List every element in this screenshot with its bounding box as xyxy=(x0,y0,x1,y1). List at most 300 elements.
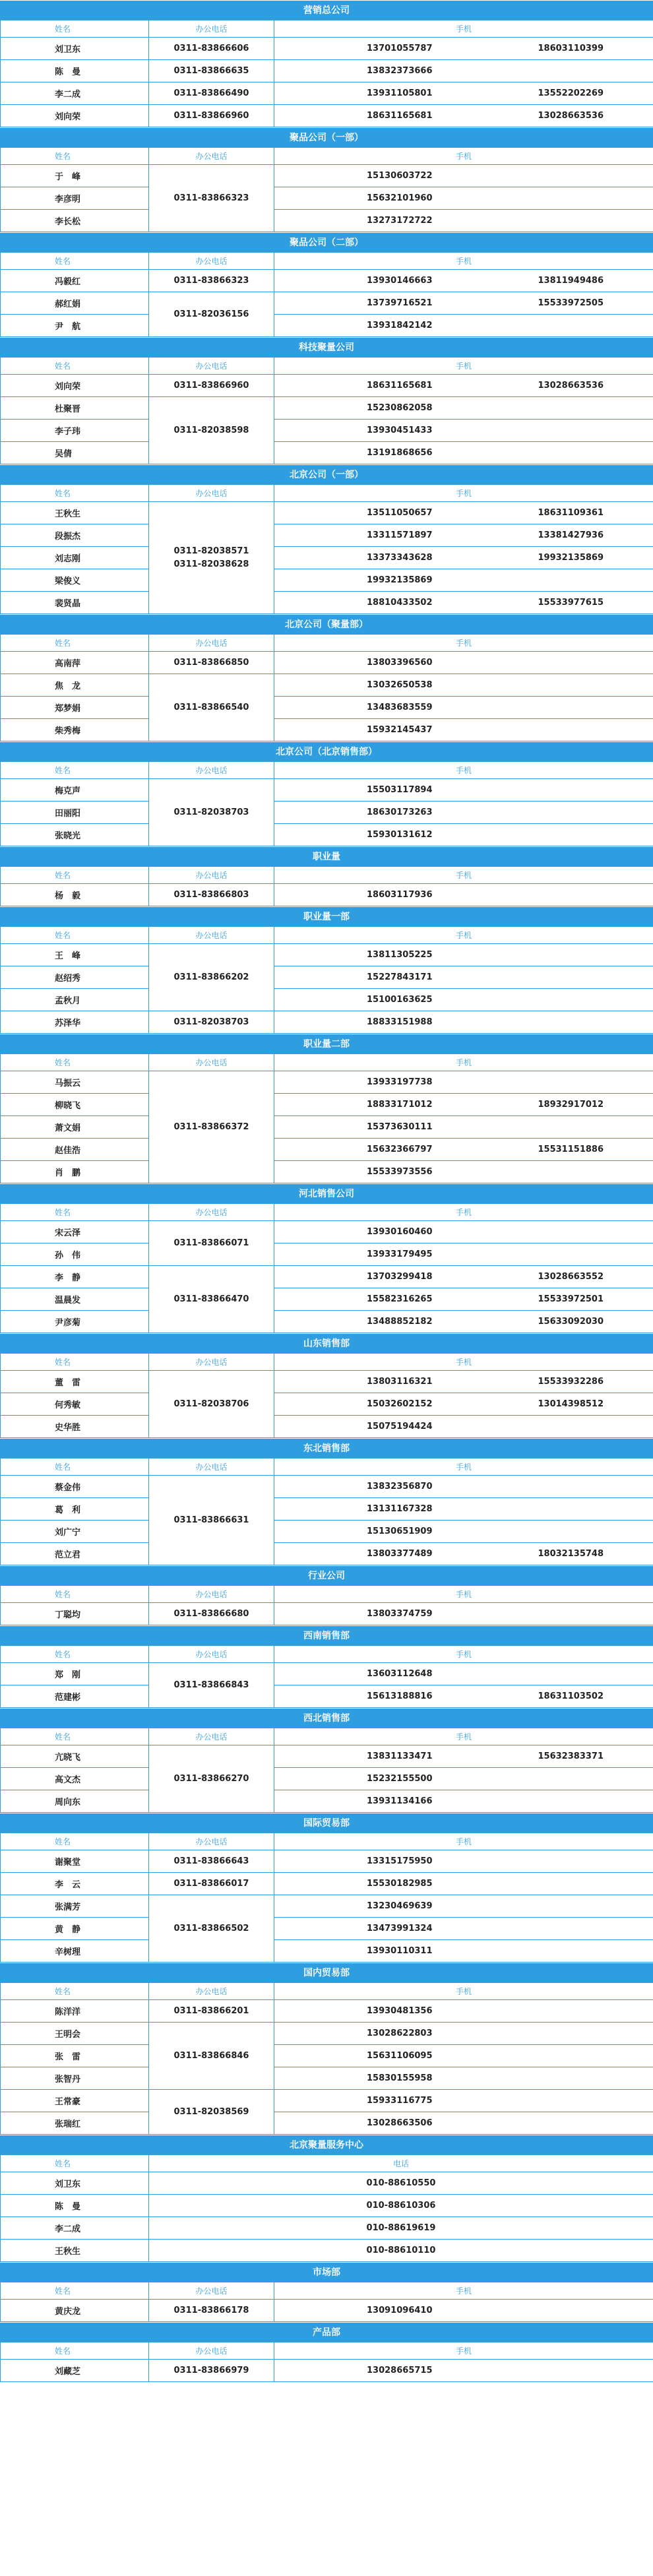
mobile-primary: 13803377489 xyxy=(274,1543,525,1565)
header-name: 姓名 xyxy=(1,1983,149,2000)
mobile-secondary: 13014398512 xyxy=(525,1393,653,1416)
office-phone: 0311-83866540 xyxy=(149,674,274,741)
section xyxy=(0,614,653,741)
office-phone: 0311-83866323 xyxy=(149,165,274,232)
person-name: 赵佳浩 xyxy=(1,1139,149,1161)
office-phone: 0311-83866372 xyxy=(149,1071,274,1183)
table-row xyxy=(1,2240,653,2262)
contact-table xyxy=(0,147,653,232)
mobile-primary: 15932145437 xyxy=(274,719,525,741)
person-name: 张晓光 xyxy=(1,824,149,846)
table-row xyxy=(1,1850,653,1873)
table-row xyxy=(1,1416,653,1438)
mobile-primary: 13028622803 xyxy=(274,2023,525,2045)
office-phone: 0311-83866502 xyxy=(149,1895,274,1963)
header-office: 办公电话 xyxy=(149,1833,274,1850)
header-mobile: 手机 xyxy=(274,1833,653,1850)
header-name: 姓名 xyxy=(1,927,149,944)
header-mobile: 手机 xyxy=(274,1646,653,1663)
header-name: 姓名 xyxy=(1,1054,149,1071)
header-row xyxy=(1,148,653,165)
header-row xyxy=(1,485,653,502)
mobile-secondary xyxy=(525,187,653,210)
mobile-primary: 13930110311 xyxy=(274,1940,525,1963)
table-row xyxy=(1,1768,653,1790)
header-mobile: 手机 xyxy=(274,20,653,38)
person-name: 张满芳 xyxy=(1,1895,149,1918)
person-name: 李二成 xyxy=(1,82,149,105)
mobile-primary: 13483683559 xyxy=(274,697,525,719)
mobile-secondary xyxy=(525,1521,653,1543)
mobile-secondary: 13381427936 xyxy=(525,524,653,547)
office-phone: 0311-83866017 xyxy=(149,1873,274,1895)
mobile-secondary xyxy=(525,1476,653,1498)
mobile-secondary xyxy=(525,2300,653,2322)
table-row xyxy=(1,1371,653,1393)
mobile-secondary xyxy=(525,2067,653,2090)
person-name: 刘藏芝 xyxy=(1,2360,149,2382)
mobile-primary: 15075194424 xyxy=(274,1416,525,1438)
header-mobile: 手机 xyxy=(274,1586,653,1603)
mobile-secondary xyxy=(525,1071,653,1094)
mobile-primary: 15533973556 xyxy=(274,1161,525,1183)
table-row xyxy=(1,2172,653,2195)
mobile-secondary: 13552202269 xyxy=(525,82,653,105)
person-name: 丁聪均 xyxy=(1,1603,149,1625)
header-row xyxy=(1,1204,653,1221)
table-row xyxy=(1,2195,653,2217)
section-title: 聚品公司（二部） xyxy=(0,232,653,252)
table-row xyxy=(1,1476,653,1498)
mobile-primary: 13131167328 xyxy=(274,1498,525,1521)
person-name: 温晨发 xyxy=(1,1288,149,1311)
header-mobile: 手机 xyxy=(274,762,653,779)
table-row xyxy=(1,719,653,741)
section-title: 行业公司 xyxy=(0,1565,653,1585)
table-row xyxy=(1,2045,653,2067)
mobile-secondary xyxy=(525,397,653,420)
mobile-secondary xyxy=(525,944,653,966)
person-name: 高南萍 xyxy=(1,652,149,674)
person-name: 刘卫东 xyxy=(1,2172,149,2195)
office-phone: 0311-82036156 xyxy=(149,292,274,337)
table-row xyxy=(1,187,653,210)
mobile-primary: 15631106095 xyxy=(274,2045,525,2067)
section-title: 国内贸易部 xyxy=(0,1963,653,1982)
person-name: 王秋生 xyxy=(1,2240,149,2262)
table-row xyxy=(1,1790,653,1813)
mobile-primary: 19932135869 xyxy=(274,569,525,592)
person-name: 何秀敏 xyxy=(1,1393,149,1416)
mobile-primary: 13703299418 xyxy=(274,1266,525,1288)
header-mobile: 手机 xyxy=(274,927,653,944)
header-office: 办公电话 xyxy=(149,1054,274,1071)
table-row xyxy=(1,884,653,906)
mobile-primary: 13832356870 xyxy=(274,1476,525,1498)
section-title: 山东销售部 xyxy=(0,1333,653,1353)
mobile-secondary: 18631109361 xyxy=(525,502,653,524)
mobile-secondary xyxy=(525,420,653,442)
mobile-secondary: 19932135869 xyxy=(525,547,653,569)
mobile-primary: 13311571897 xyxy=(274,524,525,547)
table-row xyxy=(1,1498,653,1521)
person-name: 赵绍秀 xyxy=(1,966,149,989)
office-phone: 0311-83866960 xyxy=(149,105,274,127)
office-phone: 0311-83866680 xyxy=(149,1603,274,1625)
office-phone: 0311-83866071 xyxy=(149,1221,274,1266)
section-title: 北京公司（北京销售部） xyxy=(0,741,653,761)
person-name: 于 峰 xyxy=(1,165,149,187)
table-row xyxy=(1,1011,653,1034)
table-row xyxy=(1,1139,653,1161)
header-mobile: 手机 xyxy=(274,1983,653,2000)
table-row xyxy=(1,1116,653,1139)
table-row xyxy=(1,2023,653,2045)
contact-table xyxy=(0,761,653,846)
person-name: 宋云泽 xyxy=(1,1221,149,1243)
mobile-primary: 13603112648 xyxy=(274,1663,525,1685)
header-row xyxy=(1,2155,653,2172)
table-row xyxy=(1,674,653,697)
office-phone: 0311-83866979 xyxy=(149,2360,274,2382)
mobile-primary: 13273172722 xyxy=(274,210,525,232)
mobile-primary: 13930160460 xyxy=(274,1221,525,1243)
header-row xyxy=(1,253,653,270)
office-phone: 0311-83866960 xyxy=(149,375,274,397)
mobile-primary: 13931105801 xyxy=(274,82,525,105)
section-title: 北京聚量服务中心 xyxy=(0,2135,653,2154)
header-name: 姓名 xyxy=(1,148,149,165)
header-phone: 电话 xyxy=(149,2155,653,2172)
header-name: 姓名 xyxy=(1,2342,149,2360)
table-row xyxy=(1,1521,653,1543)
mobile-primary: 15830155958 xyxy=(274,2067,525,2090)
header-row xyxy=(1,867,653,884)
contact-table xyxy=(0,484,653,614)
table-row xyxy=(1,1161,653,1183)
mobile-secondary xyxy=(525,697,653,719)
contact-table xyxy=(0,1982,653,2135)
section-title: 北京公司（一部） xyxy=(0,464,653,484)
header-row xyxy=(1,2342,653,2360)
mobile-primary: 13931134166 xyxy=(274,1790,525,1813)
header-mobile: 手机 xyxy=(274,485,653,502)
contact-table xyxy=(0,1458,653,1565)
mobile-secondary xyxy=(525,801,653,824)
mobile-secondary: 13028663536 xyxy=(525,375,653,397)
phone-number: 010-88610306 xyxy=(149,2195,653,2217)
mobile-secondary: 13028663552 xyxy=(525,1266,653,1288)
office-phone: 0311-82038703 xyxy=(149,779,274,846)
header-mobile: 手机 xyxy=(274,2342,653,2360)
mobile-primary: 15100163625 xyxy=(274,989,525,1011)
header-row xyxy=(1,635,653,652)
header-name: 姓名 xyxy=(1,1204,149,1221)
section-title: 科技聚量公司 xyxy=(0,337,653,357)
table-row xyxy=(1,38,653,60)
person-name: 杜聚晋 xyxy=(1,397,149,420)
mobile-secondary xyxy=(525,2000,653,2023)
table-row xyxy=(1,1895,653,1918)
section-title: 国际贸易部 xyxy=(0,1813,653,1833)
person-name: 梁俊义 xyxy=(1,569,149,592)
person-name: 王常豪 xyxy=(1,2090,149,2112)
mobile-primary: 13701055787 xyxy=(274,38,525,60)
person-name: 孟秋月 xyxy=(1,989,149,1011)
table-row xyxy=(1,1094,653,1116)
mobile-primary: 13803116321 xyxy=(274,1371,525,1393)
mobile-primary: 15933116775 xyxy=(274,2090,525,2112)
section-title: 职业量一部 xyxy=(0,906,653,926)
person-name: 冯毅红 xyxy=(1,270,149,292)
section xyxy=(0,1034,653,1183)
table-row xyxy=(1,1663,653,1685)
header-mobile: 手机 xyxy=(274,1459,653,1476)
mobile-primary: 18833151988 xyxy=(274,1011,525,1034)
mobile-secondary: 15632383371 xyxy=(525,1745,653,1768)
header-office: 办公电话 xyxy=(149,253,274,270)
person-name: 刘广宁 xyxy=(1,1521,149,1543)
header-office: 办公电话 xyxy=(149,1204,274,1221)
header-office: 办公电话 xyxy=(149,485,274,502)
header-office: 办公电话 xyxy=(149,1459,274,1476)
mobile-secondary xyxy=(525,2023,653,2045)
mobile-secondary: 15633092030 xyxy=(525,1311,653,1333)
table-row xyxy=(1,779,653,801)
mobile-primary: 13930146663 xyxy=(274,270,525,292)
mobile-secondary xyxy=(525,165,653,187)
mobile-primary: 15530182985 xyxy=(274,1873,525,1895)
header-row xyxy=(1,1459,653,1476)
office-phone: 0311-82038569 xyxy=(149,2090,274,2135)
contact-table xyxy=(0,2154,653,2262)
header-office: 办公电话 xyxy=(149,635,274,652)
table-row xyxy=(1,1311,653,1333)
person-name: 李二成 xyxy=(1,2217,149,2240)
office-phone: 0311-83866270 xyxy=(149,1745,274,1813)
table-row xyxy=(1,966,653,989)
header-office: 办公电话 xyxy=(149,20,274,38)
office-phone: 0311-83866201 xyxy=(149,2000,274,2023)
phone-number: 010-88610110 xyxy=(149,2240,653,2262)
mobile-primary: 13315175950 xyxy=(274,1850,525,1873)
table-row xyxy=(1,1940,653,1963)
header-office: 办公电话 xyxy=(149,2342,274,2360)
table-row xyxy=(1,1071,653,1094)
header-mobile: 手机 xyxy=(274,1728,653,1745)
person-name: 辛树理 xyxy=(1,1940,149,1963)
mobile-primary: 13373343628 xyxy=(274,547,525,569)
contact-table xyxy=(0,1585,653,1625)
office-phone: 0311-83866490 xyxy=(149,82,274,105)
person-name: 范建彬 xyxy=(1,1685,149,1708)
mobile-secondary xyxy=(525,1221,653,1243)
mobile-primary: 15582316265 xyxy=(274,1288,525,1311)
mobile-secondary: 18631103502 xyxy=(525,1685,653,1708)
header-mobile: 手机 xyxy=(274,253,653,270)
section-title: 东北销售部 xyxy=(0,1438,653,1458)
mobile-primary: 15227843171 xyxy=(274,966,525,989)
office-phone: 0311-83866606 xyxy=(149,38,274,60)
table-row xyxy=(1,165,653,187)
header-row xyxy=(1,1646,653,1663)
header-office: 办公电话 xyxy=(149,358,274,375)
person-name: 李彦明 xyxy=(1,187,149,210)
table-row xyxy=(1,292,653,315)
table-row xyxy=(1,2217,653,2240)
person-name: 王秋生 xyxy=(1,502,149,524)
mobile-primary: 13930481356 xyxy=(274,2000,525,2023)
office-phone: 0311-83866178 xyxy=(149,2300,274,2322)
section-title: 河北销售公司 xyxy=(0,1183,653,1203)
mobile-secondary: 15533932286 xyxy=(525,1371,653,1393)
mobile-primary: 15373630111 xyxy=(274,1116,525,1139)
mobile-primary: 13933197738 xyxy=(274,1071,525,1094)
person-name: 尹彦菊 xyxy=(1,1311,149,1333)
person-name: 郑 刚 xyxy=(1,1663,149,1685)
person-name: 郑梦娟 xyxy=(1,697,149,719)
table-row xyxy=(1,547,653,569)
person-name: 梅克声 xyxy=(1,779,149,801)
table-row xyxy=(1,1745,653,1768)
section xyxy=(0,1813,653,1963)
mobile-secondary xyxy=(525,1940,653,1963)
section-title: 营销总公司 xyxy=(0,0,653,20)
mobile-secondary xyxy=(525,719,653,741)
mobile-secondary xyxy=(525,1790,653,1813)
person-name: 刘向荣 xyxy=(1,105,149,127)
mobile-primary: 15503117894 xyxy=(274,779,525,801)
header-name: 姓名 xyxy=(1,1728,149,1745)
mobile-secondary xyxy=(525,2112,653,2135)
mobile-primary: 15632366797 xyxy=(274,1139,525,1161)
contact-table xyxy=(0,1645,653,1708)
table-row xyxy=(1,1685,653,1708)
header-office: 办公电话 xyxy=(149,2282,274,2300)
person-name: 张 雷 xyxy=(1,2045,149,2067)
table-row xyxy=(1,1266,653,1288)
section xyxy=(0,464,653,614)
header-mobile: 手机 xyxy=(274,867,653,884)
header-office: 办公电话 xyxy=(149,1983,274,2000)
header-office: 办公电话 xyxy=(149,867,274,884)
section xyxy=(0,1708,653,1813)
header-name: 姓名 xyxy=(1,2282,149,2300)
section-title: 市场部 xyxy=(0,2262,653,2282)
table-row xyxy=(1,569,653,592)
person-name: 李子玮 xyxy=(1,420,149,442)
person-name: 刘向荣 xyxy=(1,375,149,397)
mobile-secondary xyxy=(525,1416,653,1438)
table-row xyxy=(1,2090,653,2112)
header-name: 姓名 xyxy=(1,358,149,375)
section xyxy=(0,337,653,464)
header-row xyxy=(1,1354,653,1371)
table-row xyxy=(1,375,653,397)
mobile-primary: 13931842142 xyxy=(274,315,525,337)
office-phone: 0311-83866631 xyxy=(149,1476,274,1565)
section xyxy=(0,1438,653,1565)
table-row xyxy=(1,1918,653,1940)
office-phone: 0311-83866202 xyxy=(149,944,274,1011)
table-row xyxy=(1,502,653,524)
contact-table xyxy=(0,634,653,741)
mobile-secondary: 13028663536 xyxy=(525,105,653,127)
header-name: 姓名 xyxy=(1,485,149,502)
header-name: 姓名 xyxy=(1,1459,149,1476)
mobile-secondary xyxy=(525,2045,653,2067)
mobile-primary: 13032650538 xyxy=(274,674,525,697)
header-office: 办公电话 xyxy=(149,1728,274,1745)
table-row xyxy=(1,2067,653,2090)
person-name: 马振云 xyxy=(1,1071,149,1094)
table-row xyxy=(1,2360,653,2382)
table-row xyxy=(1,315,653,337)
person-name: 李 静 xyxy=(1,1266,149,1288)
header-office: 办公电话 xyxy=(149,1354,274,1371)
table-row xyxy=(1,1243,653,1266)
header-mobile: 手机 xyxy=(274,2282,653,2300)
person-name: 刘志刚 xyxy=(1,547,149,569)
mobile-secondary xyxy=(525,989,653,1011)
mobile-secondary xyxy=(525,652,653,674)
office-phone: 0311-83866846 xyxy=(149,2023,274,2090)
header-name: 姓名 xyxy=(1,635,149,652)
table-row xyxy=(1,1221,653,1243)
phone-number: 010-88610550 xyxy=(149,2172,653,2195)
table-row xyxy=(1,2112,653,2135)
header-name: 姓名 xyxy=(1,1646,149,1663)
header-office: 办公电话 xyxy=(149,1646,274,1663)
person-name: 吴倩 xyxy=(1,442,149,464)
mobile-secondary: 15533977615 xyxy=(525,592,653,614)
header-office: 办公电话 xyxy=(149,762,274,779)
mobile-primary: 13933179495 xyxy=(274,1243,525,1266)
mobile-primary: 13831133471 xyxy=(274,1745,525,1768)
mobile-secondary xyxy=(525,442,653,464)
header-name: 姓名 xyxy=(1,1833,149,1850)
mobile-primary: 13473991324 xyxy=(274,1918,525,1940)
header-name: 姓名 xyxy=(1,253,149,270)
mobile-secondary xyxy=(525,315,653,337)
mobile-secondary xyxy=(525,1873,653,1895)
mobile-primary: 18631165681 xyxy=(274,105,525,127)
section xyxy=(0,741,653,846)
mobile-primary: 13091096410 xyxy=(274,2300,525,2322)
person-name: 段振杰 xyxy=(1,524,149,547)
header-name: 姓名 xyxy=(1,1354,149,1371)
office-phone: 0311-83866470 xyxy=(149,1266,274,1333)
table-row xyxy=(1,60,653,82)
mobile-secondary xyxy=(525,1850,653,1873)
header-row xyxy=(1,1728,653,1745)
section-title: 西南销售部 xyxy=(0,1625,653,1645)
mobile-secondary: 18932917012 xyxy=(525,1094,653,1116)
table-row xyxy=(1,420,653,442)
mobile-secondary xyxy=(525,1011,653,1034)
contact-table xyxy=(0,20,653,127)
mobile-secondary xyxy=(525,2360,653,2382)
header-name: 姓名 xyxy=(1,20,149,38)
person-name: 李 云 xyxy=(1,1873,149,1895)
mobile-secondary xyxy=(525,1161,653,1183)
person-name: 肖 鹏 xyxy=(1,1161,149,1183)
section-title: 聚品公司（一部） xyxy=(0,127,653,147)
person-name: 黄庆龙 xyxy=(1,2300,149,2322)
mobile-secondary xyxy=(525,1243,653,1266)
table-row xyxy=(1,652,653,674)
mobile-primary: 13803374759 xyxy=(274,1603,525,1625)
